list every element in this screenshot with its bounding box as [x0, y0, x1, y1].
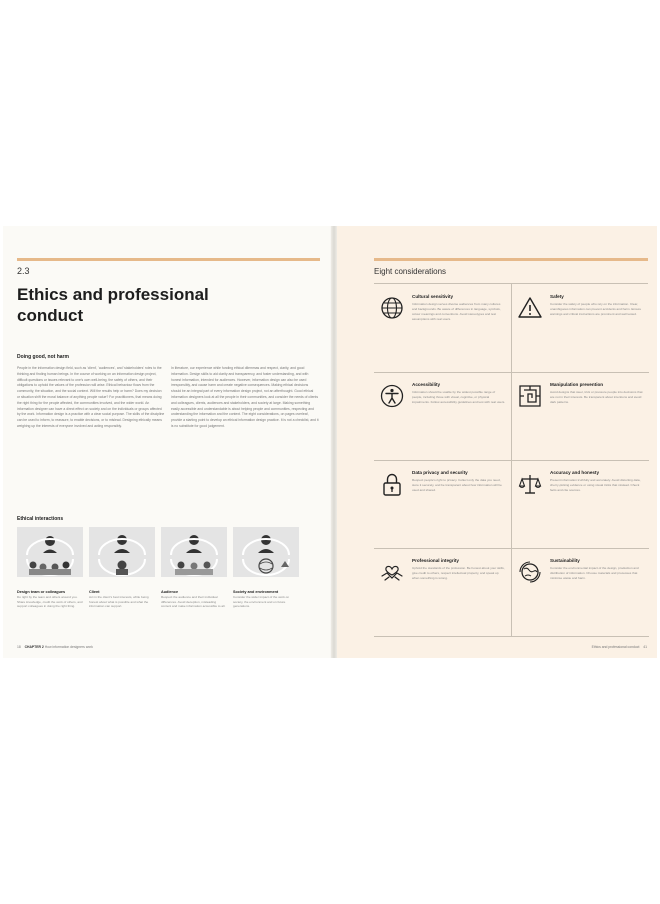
consideration-accessibility — [374, 372, 511, 461]
consideration-title: Accessibility — [412, 382, 441, 387]
consideration-title: Cultural sensitivity — [412, 294, 454, 299]
caption-audience — [161, 590, 227, 609]
illustration-design-team — [17, 527, 83, 577]
body-column-1: People in the information design field, such as 'client', 'audiences', and 'stakeholders' roles to the thinking and finding human beings. In the course of working on an information design project, difficult questions or issues relevant to one's own well-being, the safety of others, and their obligations to uphold the values of the profession will arise. Ethical behaviour flows from the community, the situation, and the social context. Will the results help or harm? Does my decision or situation shift the moral balance of anything people value? For practitioners, that means doing the right thing for the people affected, the communities involved, and the wider world. An information designer can have a direct effect on society and on the individuals or groups affected by the work. Information design is a practice with a clear social purpose. The skills of the discipline can be used to inform, to reassure, to enable decisions, or to mislead. Designing ethically means weighing up the interests of everyone involved and acting responsibly. — [17, 366, 165, 428]
audience-cycle-icon — [161, 527, 227, 577]
subhead-doing-good: Doing good, not harm — [17, 354, 69, 360]
consideration-text: Information should be usable by the widest possible range of people, including those with visual, cognitive, or physical impairments. Follow accessibility guidelines and test with real users. — [412, 390, 506, 404]
consideration-title: Professional integrity — [412, 558, 459, 563]
consideration-data-privacy — [374, 460, 511, 549]
footer-title: Ethics and professional conduct — [591, 645, 640, 649]
consideration-title: Safety — [550, 294, 564, 299]
consideration-professional-integrity — [374, 548, 511, 637]
consideration-sustainability — [511, 548, 649, 637]
book-spread — [3, 226, 657, 658]
caption-title: Client — [89, 590, 100, 594]
caption-text: Act in the client's best interests, while being honest about what is possible and what the information can support. — [89, 595, 149, 609]
caption-title: Design team or colleagues — [17, 590, 66, 594]
consideration-accuracy-honesty — [511, 460, 649, 549]
consideration-title: Sustainability — [550, 558, 580, 563]
left-page — [3, 226, 331, 658]
consideration-safety — [511, 284, 649, 373]
client-cycle-icon — [89, 527, 155, 577]
scales-icon — [518, 472, 542, 496]
caption-design-team — [17, 590, 83, 609]
caption-text: Do right by the team and others around you. Share knowledge, credit the work of others, and support colleagues in doing the right thing. — [17, 595, 83, 609]
illustration-client — [89, 527, 155, 577]
left-footer — [17, 645, 93, 649]
consideration-text: Consider the environmental impact of the design, production and distribution of information. Choose materials and processes that minimise waste and harm. — [550, 566, 639, 580]
consideration-text: Avoid designs that steer, trick or pressure people into decisions that are not in their interests. Be transparent about intentions and avoid dark patterns. — [550, 390, 643, 404]
consideration-cultural-sensitivity — [374, 284, 511, 373]
caption-title: Audience — [161, 590, 179, 594]
consideration-title: Accuracy and honesty — [550, 470, 600, 475]
globe-icon — [380, 296, 404, 320]
caption-title: Society and environment — [233, 590, 279, 594]
team-cycle-icon — [17, 527, 83, 577]
illustration-society — [233, 527, 299, 577]
section-rule — [17, 258, 320, 261]
right-footer — [592, 645, 647, 649]
page-title: Ethics and professional conduct — [17, 285, 209, 325]
padlock-icon — [380, 472, 404, 496]
consideration-title: Data privacy and security — [412, 470, 468, 475]
consideration-text: Information design serves diverse audiences from many cultures and backgrounds. Be aware of differences in language, symbols, colour meanings and conventions. Avoid stereotypes and test assumptions with real users. — [412, 302, 501, 321]
subhead-ethical-interactions: Ethical interactions — [17, 516, 64, 522]
warning-icon — [518, 296, 542, 320]
consideration-text: Present information truthfully and accurately. Avoid distorting data, cherry-picking evidence or using visual tricks that mislead. Check facts and cite sources. — [550, 478, 641, 492]
accessibility-icon — [380, 384, 404, 408]
page-number: 41 — [643, 645, 647, 649]
body-column-2: In literature, our experience while funding ethical dilemmas and respect, clarity, and good information. Design skills to aid clarity and transparency, and foster understanding, and with honest information, intended for audiences. However, information design can also be used irresponsibly, and cause harm and create negative consequences. Making ethical decisions should be an integral part of every information design project, not an afterthought. Good ethical information designers look at all the people in their communities, and consider the needs of clients and colleagues, clients, audiences and stakeholders, and society at large. Making something easily accessible and understandable is about helping people and communities, respecting and understanding the information and the context. The eight considerations, on pages overleaf, provide a starting point to develop an ethical information design practice. It is not a checklist, and it is no substitute for good judgement. — [171, 366, 319, 428]
page-number: 18 — [17, 645, 21, 649]
consideration-manipulation-prevention — [511, 372, 649, 461]
maze-icon — [518, 384, 542, 408]
considerations-heading: Eight considerations — [374, 267, 447, 276]
caption-text: Consider the wider impact of the work on society, the environment and on future generations. — [233, 595, 290, 609]
planet-icon — [518, 560, 542, 584]
consideration-title: Manipulation prevention — [550, 382, 604, 387]
considerations-grid — [374, 283, 648, 636]
chapter-title: How information designers work — [44, 645, 93, 649]
caption-text: Respect the audience and their individual differences. Avoid deception, misleading content and make information accessible to all. — [161, 595, 226, 609]
consideration-text: Consider the safety of people who rely on the information. Clear, unambiguous information can prevent accidents and harm. Ensure warnings and critical instructions are prominent and well tested. — [550, 302, 642, 316]
chapter-label: CHAPTER 2 — [24, 645, 44, 649]
illustration-audience — [161, 527, 227, 577]
section-number: 2.3 — [17, 266, 30, 276]
caption-client — [89, 590, 155, 609]
consideration-text: Uphold the standards of the profession. Be honest about your skills, give credit to others, respect intellectual property, and speak up when something is wrong. — [412, 566, 505, 580]
consideration-text: Respect people's right to privacy. Collect only the data you need, store it securely, and be transparent about how information will be used and shared. — [412, 478, 502, 492]
right-page — [337, 226, 657, 658]
caption-society — [233, 590, 299, 609]
society-cycle-icon — [233, 527, 299, 577]
heart-hands-icon — [380, 560, 404, 584]
section-rule — [374, 258, 648, 261]
